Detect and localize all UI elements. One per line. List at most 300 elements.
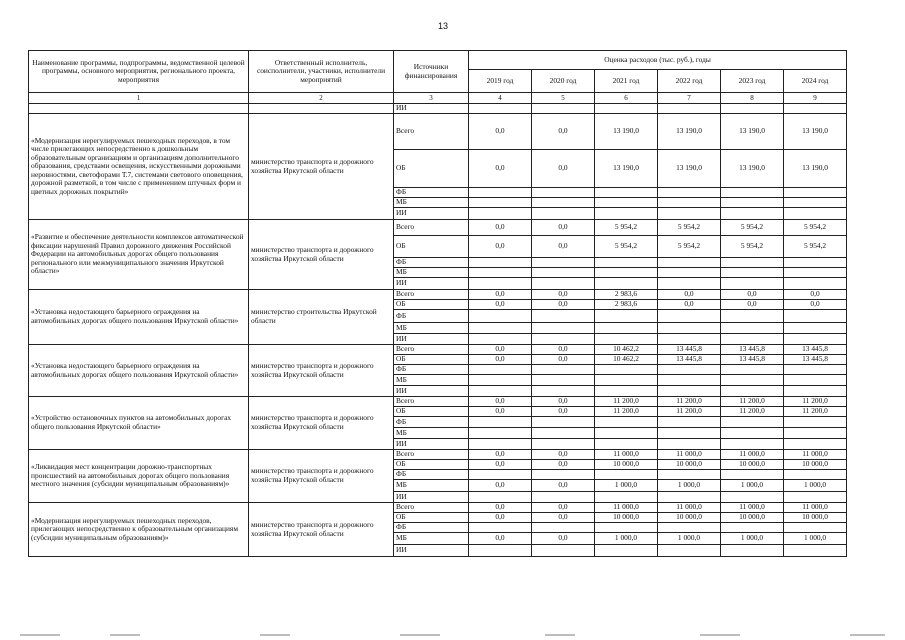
value-cell: 10 000,0 xyxy=(784,513,847,523)
value-cell xyxy=(784,428,847,439)
value-cell: 0,0 xyxy=(469,513,532,523)
value-cell: 13 190,0 xyxy=(721,114,784,150)
value-cell xyxy=(784,523,847,533)
value-cell: 13 190,0 xyxy=(784,114,847,150)
source-cell: Всего xyxy=(394,503,469,513)
value-cell xyxy=(532,310,595,323)
value-cell: 0,0 xyxy=(721,300,784,310)
value-cell xyxy=(658,492,721,503)
source-cell: ОБ xyxy=(394,150,469,188)
value-cell xyxy=(658,365,721,375)
value-cell: 11 000,0 xyxy=(658,450,721,460)
value-cell xyxy=(595,334,658,345)
value-cell: 0,0 xyxy=(469,300,532,310)
value-cell xyxy=(721,545,784,557)
table-row xyxy=(29,290,847,300)
value-cell: 5 954,2 xyxy=(658,220,721,236)
measure-name: «Установка недостающего барьерного ограждения на автомобильных дорогах общего пользования Иркутской области» xyxy=(29,290,249,345)
source-cell: МБ xyxy=(394,428,469,439)
value-cell: 1 000,0 xyxy=(595,480,658,492)
value-cell xyxy=(532,278,595,290)
table-cell xyxy=(784,104,847,114)
value-cell: 0,0 xyxy=(532,503,595,513)
value-cell: 0,0 xyxy=(469,355,532,365)
value-cell: 13 445,8 xyxy=(784,355,847,365)
value-cell xyxy=(595,258,658,268)
value-cell xyxy=(532,492,595,503)
value-cell xyxy=(721,334,784,345)
value-cell: 0,0 xyxy=(721,290,784,300)
value-cell: 10 462,2 xyxy=(595,345,658,355)
value-cell: 0,0 xyxy=(469,397,532,407)
value-cell xyxy=(595,375,658,386)
value-cell: 0,0 xyxy=(532,220,595,236)
scan-edge-marks xyxy=(0,634,905,636)
value-cell: 13 445,8 xyxy=(658,355,721,365)
source-cell: ФБ xyxy=(394,310,469,323)
table-header xyxy=(29,51,847,104)
value-cell xyxy=(532,470,595,480)
value-cell xyxy=(532,545,595,557)
value-cell xyxy=(784,545,847,557)
value-cell xyxy=(469,278,532,290)
source-cell: ФБ xyxy=(394,417,469,428)
value-cell: 1 000,0 xyxy=(658,480,721,492)
source-cell: ФБ xyxy=(394,470,469,480)
value-cell xyxy=(658,375,721,386)
value-cell xyxy=(721,310,784,323)
value-cell: 10 000,0 xyxy=(784,460,847,470)
measure-name: «Устройство остановочных пунктов на автомобильных дорогах общего пользования Иркутской области» xyxy=(29,397,249,450)
header-year: 2021 год xyxy=(595,70,658,93)
value-cell xyxy=(469,470,532,480)
value-cell: 0,0 xyxy=(469,460,532,470)
value-cell: 0,0 xyxy=(532,290,595,300)
value-cell: 10 462,2 xyxy=(595,355,658,365)
value-cell xyxy=(469,386,532,397)
value-cell xyxy=(784,268,847,278)
value-cell xyxy=(469,188,532,198)
value-cell xyxy=(721,428,784,439)
value-cell xyxy=(532,365,595,375)
value-cell xyxy=(784,439,847,450)
column-number: 3 xyxy=(394,93,469,104)
value-cell xyxy=(469,428,532,439)
value-cell: 0,0 xyxy=(658,300,721,310)
value-cell: 0,0 xyxy=(532,533,595,545)
value-cell: 5 954,2 xyxy=(595,236,658,258)
value-cell xyxy=(658,417,721,428)
source-cell: ОБ xyxy=(394,407,469,417)
column-number: 6 xyxy=(595,93,658,104)
value-cell xyxy=(532,208,595,220)
table-row xyxy=(29,220,847,236)
value-cell xyxy=(658,439,721,450)
value-cell xyxy=(721,492,784,503)
source-cell: ФБ xyxy=(394,188,469,198)
value-cell: 13 190,0 xyxy=(784,150,847,188)
value-cell xyxy=(721,323,784,334)
value-cell: 11 200,0 xyxy=(721,407,784,417)
executor: министерство транспорта и дорожного хозяйства Иркутской области xyxy=(249,397,394,450)
value-cell xyxy=(532,334,595,345)
value-cell: 1 000,0 xyxy=(784,533,847,545)
source-cell: ИИ xyxy=(394,492,469,503)
value-cell xyxy=(469,523,532,533)
value-cell xyxy=(721,268,784,278)
value-cell: 13 190,0 xyxy=(595,150,658,188)
value-cell xyxy=(532,417,595,428)
value-cell xyxy=(469,439,532,450)
value-cell xyxy=(658,258,721,268)
value-cell: 0,0 xyxy=(784,300,847,310)
value-cell: 2 983,6 xyxy=(595,290,658,300)
value-cell xyxy=(595,523,658,533)
value-cell xyxy=(658,428,721,439)
value-cell: 10 000,0 xyxy=(595,513,658,523)
value-cell xyxy=(532,268,595,278)
value-cell: 11 200,0 xyxy=(784,397,847,407)
value-cell xyxy=(532,523,595,533)
value-cell xyxy=(595,278,658,290)
value-cell xyxy=(658,323,721,334)
value-cell xyxy=(595,417,658,428)
value-cell: 11 000,0 xyxy=(721,450,784,460)
executor: министерство транспорта и дорожного хозяйства Иркутской области xyxy=(249,450,394,503)
value-cell: 0,0 xyxy=(532,397,595,407)
value-cell xyxy=(532,188,595,198)
table-cell xyxy=(595,104,658,114)
value-cell: 13 190,0 xyxy=(595,114,658,150)
value-cell xyxy=(721,470,784,480)
value-cell: 11 200,0 xyxy=(595,407,658,417)
value-cell xyxy=(784,334,847,345)
value-cell xyxy=(784,310,847,323)
value-cell xyxy=(658,470,721,480)
value-cell: 0,0 xyxy=(469,503,532,513)
value-cell xyxy=(532,198,595,208)
header-cost: Оценка расходов (тыс. руб.), годы xyxy=(469,51,847,70)
table-body xyxy=(29,104,847,557)
value-cell xyxy=(784,323,847,334)
budget-table xyxy=(28,50,847,557)
table-row xyxy=(29,503,847,513)
value-cell xyxy=(784,386,847,397)
header-year: 2019 год xyxy=(469,70,532,93)
value-cell: 13 190,0 xyxy=(658,114,721,150)
value-cell xyxy=(658,268,721,278)
value-cell: 11 000,0 xyxy=(784,503,847,513)
value-cell xyxy=(532,428,595,439)
source-cell: ИИ xyxy=(394,208,469,220)
value-cell xyxy=(784,258,847,268)
value-cell xyxy=(658,523,721,533)
header-executor: Ответственный исполнитель, соисполнители, участники, исполнители мероприятий xyxy=(249,51,394,93)
value-cell: 10 000,0 xyxy=(658,460,721,470)
measure-name: «Модернизация нерегулируемых пешеходных переходов, прилегающих непосредственно к образовательным организациям (субсидии муниципальным образованиям)» xyxy=(29,503,249,557)
value-cell: 0,0 xyxy=(469,345,532,355)
source-cell: МБ xyxy=(394,323,469,334)
value-cell: 0,0 xyxy=(532,300,595,310)
value-cell: 0,0 xyxy=(532,236,595,258)
source-cell: ОБ xyxy=(394,355,469,365)
value-cell: 5 954,2 xyxy=(658,236,721,258)
value-cell xyxy=(721,278,784,290)
source-cell: ОБ xyxy=(394,513,469,523)
value-cell xyxy=(595,198,658,208)
value-cell xyxy=(784,188,847,198)
value-cell xyxy=(784,417,847,428)
value-cell: 1 000,0 xyxy=(595,533,658,545)
value-cell: 11 000,0 xyxy=(595,450,658,460)
value-cell xyxy=(469,417,532,428)
value-cell xyxy=(595,428,658,439)
value-cell: 0,0 xyxy=(469,150,532,188)
value-cell xyxy=(721,365,784,375)
value-cell: 11 000,0 xyxy=(658,503,721,513)
value-cell xyxy=(658,334,721,345)
value-cell: 5 954,2 xyxy=(784,236,847,258)
value-cell xyxy=(532,439,595,450)
column-number: 9 xyxy=(784,93,847,104)
measure-name: «Модернизация нерегулируемых пешеходных переходов, в том числе прилегающих непосредственно к дошкольным образовательным организациям и организациям дополнительного образования, средствами освещения, искусственными дорожными неровностями, светофорами Т.7, системами светового оповещения, дорожной разметкой, в том числе с применением штучных форм и цветных дорожных покрытий» xyxy=(29,114,249,220)
executor: министерство транспорта и дорожного хозяйства Иркутской области xyxy=(249,114,394,220)
table-row xyxy=(29,104,847,114)
value-cell xyxy=(469,375,532,386)
source-cell: Всего xyxy=(394,220,469,236)
value-cell: 11 200,0 xyxy=(658,397,721,407)
value-cell: 1 000,0 xyxy=(721,533,784,545)
measure-name: «Развитие и обеспечение деятельности комплексов автоматической фиксации нарушений Правил дорожного движения Российской Федерации на автомобильных дорогах общего пользования регионального или межмуниципального значения Иркутской области» xyxy=(29,220,249,290)
source-cell: МБ xyxy=(394,268,469,278)
value-cell: 0,0 xyxy=(532,345,595,355)
executor: министерство транспорта и дорожного хозяйства Иркутской области xyxy=(249,220,394,290)
value-cell xyxy=(595,268,658,278)
value-cell xyxy=(658,310,721,323)
value-cell: 13 445,8 xyxy=(721,345,784,355)
value-cell xyxy=(658,545,721,557)
value-cell xyxy=(658,198,721,208)
value-cell xyxy=(469,323,532,334)
executor: министерство транспорта и дорожного хозяйства Иркутской области xyxy=(249,503,394,557)
header-name: Наименование программы, подпрограммы, ведомственной целевой программы, основного мероприятия, регионального проекта, мероприятия xyxy=(29,51,249,93)
value-cell: 13 445,8 xyxy=(784,345,847,355)
executor: министерство строительства Иркутской области xyxy=(249,290,394,345)
table-cell xyxy=(29,104,249,114)
source-cell: ИИ xyxy=(394,278,469,290)
table-cell xyxy=(658,104,721,114)
source-cell: МБ xyxy=(394,533,469,545)
value-cell: 5 954,2 xyxy=(721,220,784,236)
source-cell: МБ xyxy=(394,198,469,208)
source-cell: Всего xyxy=(394,397,469,407)
value-cell xyxy=(721,375,784,386)
value-cell: 0,0 xyxy=(532,450,595,460)
source-cell: МБ xyxy=(394,375,469,386)
source-cell: Всего xyxy=(394,345,469,355)
value-cell: 5 954,2 xyxy=(595,220,658,236)
page-number: 13 xyxy=(437,21,448,31)
value-cell: 0,0 xyxy=(532,150,595,188)
value-cell xyxy=(595,492,658,503)
source-cell: ФБ xyxy=(394,523,469,533)
value-cell: 10 000,0 xyxy=(721,460,784,470)
value-cell xyxy=(532,323,595,334)
value-cell xyxy=(532,386,595,397)
source-cell: ФБ xyxy=(394,365,469,375)
value-cell xyxy=(721,188,784,198)
value-cell: 10 000,0 xyxy=(595,460,658,470)
source-cell: МБ xyxy=(394,480,469,492)
value-cell: 0,0 xyxy=(469,290,532,300)
header-year: 2024 год xyxy=(784,70,847,93)
column-number: 8 xyxy=(721,93,784,104)
value-cell: 0,0 xyxy=(658,290,721,300)
header-source: Источники финансирования xyxy=(394,51,469,93)
value-cell: 0,0 xyxy=(469,450,532,460)
value-cell: 0,0 xyxy=(532,355,595,365)
value-cell xyxy=(469,258,532,268)
value-cell xyxy=(784,278,847,290)
value-cell: 0,0 xyxy=(532,114,595,150)
value-cell: 11 000,0 xyxy=(784,450,847,460)
value-cell xyxy=(469,198,532,208)
value-cell xyxy=(784,365,847,375)
table-cell xyxy=(721,104,784,114)
source-cell: ИИ xyxy=(394,545,469,557)
table-cell xyxy=(532,104,595,114)
value-cell: 0,0 xyxy=(469,407,532,417)
source-cell: ФБ xyxy=(394,258,469,268)
header-year: 2023 год xyxy=(721,70,784,93)
source-cell: Всего xyxy=(394,290,469,300)
table-row xyxy=(29,345,847,355)
value-cell xyxy=(469,492,532,503)
value-cell: 0,0 xyxy=(784,290,847,300)
value-cell: 11 000,0 xyxy=(721,503,784,513)
value-cell xyxy=(532,375,595,386)
column-number: 5 xyxy=(532,93,595,104)
value-cell: 0,0 xyxy=(469,480,532,492)
value-cell xyxy=(595,386,658,397)
source-cell: ИИ xyxy=(394,439,469,450)
value-cell xyxy=(595,470,658,480)
value-cell: 13 190,0 xyxy=(721,150,784,188)
value-cell xyxy=(469,208,532,220)
table-cell xyxy=(469,104,532,114)
table-row xyxy=(29,114,847,150)
value-cell xyxy=(721,258,784,268)
source-cell: Всего xyxy=(394,114,469,150)
value-cell: 0,0 xyxy=(532,513,595,523)
value-cell xyxy=(469,268,532,278)
value-cell: 0,0 xyxy=(532,407,595,417)
column-number: 1 xyxy=(29,93,249,104)
value-cell: 5 954,2 xyxy=(721,236,784,258)
executor: министерство транспорта и дорожного хозяйства Иркутской области xyxy=(249,345,394,397)
value-cell xyxy=(784,375,847,386)
value-cell xyxy=(595,323,658,334)
value-cell xyxy=(784,470,847,480)
value-cell xyxy=(532,258,595,268)
column-number: 7 xyxy=(658,93,721,104)
value-cell: 11 200,0 xyxy=(784,407,847,417)
header-year: 2022 год xyxy=(658,70,721,93)
value-cell xyxy=(658,188,721,198)
value-cell xyxy=(469,365,532,375)
column-number: 4 xyxy=(469,93,532,104)
source-cell: Всего xyxy=(394,450,469,460)
value-cell: 11 200,0 xyxy=(658,407,721,417)
value-cell: 0,0 xyxy=(469,220,532,236)
value-cell: 13 445,8 xyxy=(721,355,784,365)
table-cell xyxy=(249,104,394,114)
value-cell xyxy=(595,188,658,198)
value-cell: 0,0 xyxy=(469,533,532,545)
value-cell xyxy=(721,417,784,428)
value-cell xyxy=(721,198,784,208)
value-cell xyxy=(721,439,784,450)
value-cell xyxy=(469,545,532,557)
value-cell: 0,0 xyxy=(532,480,595,492)
value-cell xyxy=(595,208,658,220)
source-cell: ИИ xyxy=(394,104,469,114)
value-cell xyxy=(595,365,658,375)
source-cell: ОБ xyxy=(394,300,469,310)
value-cell xyxy=(721,523,784,533)
value-cell xyxy=(658,386,721,397)
source-cell: ОБ xyxy=(394,460,469,470)
value-cell: 11 200,0 xyxy=(595,397,658,407)
value-cell xyxy=(658,208,721,220)
value-cell xyxy=(595,439,658,450)
column-number: 2 xyxy=(249,93,394,104)
value-cell: 1 000,0 xyxy=(721,480,784,492)
source-cell: ОБ xyxy=(394,236,469,258)
value-cell: 2 983,6 xyxy=(595,300,658,310)
value-cell xyxy=(469,334,532,345)
measure-name: «Установка недостающего барьерного ограждения на автомобильных дорогах общего пользования Иркутской области» xyxy=(29,345,249,397)
value-cell: 13 190,0 xyxy=(658,150,721,188)
value-cell xyxy=(595,310,658,323)
table-row xyxy=(29,450,847,460)
value-cell xyxy=(658,278,721,290)
table-row xyxy=(29,397,847,407)
value-cell: 11 200,0 xyxy=(721,397,784,407)
source-cell: ИИ xyxy=(394,334,469,345)
value-cell xyxy=(595,545,658,557)
value-cell: 0,0 xyxy=(469,236,532,258)
value-cell: 0,0 xyxy=(532,460,595,470)
value-cell xyxy=(784,198,847,208)
value-cell xyxy=(784,492,847,503)
value-cell xyxy=(721,386,784,397)
value-cell xyxy=(784,208,847,220)
value-cell: 13 445,8 xyxy=(658,345,721,355)
value-cell: 0,0 xyxy=(469,114,532,150)
value-cell xyxy=(469,310,532,323)
value-cell: 1 000,0 xyxy=(658,533,721,545)
value-cell: 10 000,0 xyxy=(658,513,721,523)
value-cell xyxy=(721,208,784,220)
value-cell: 5 954,2 xyxy=(784,220,847,236)
source-cell: ИИ xyxy=(394,386,469,397)
value-cell: 10 000,0 xyxy=(721,513,784,523)
header-year: 2020 год xyxy=(532,70,595,93)
value-cell: 1 000,0 xyxy=(784,480,847,492)
value-cell: 11 000,0 xyxy=(595,503,658,513)
measure-name: «Ликвидация мест концентрации дорожно-транспортных происшествий на автомобильных дорогах общего пользования местного значения (субсидии муниципальным образованиям)» xyxy=(29,450,249,503)
